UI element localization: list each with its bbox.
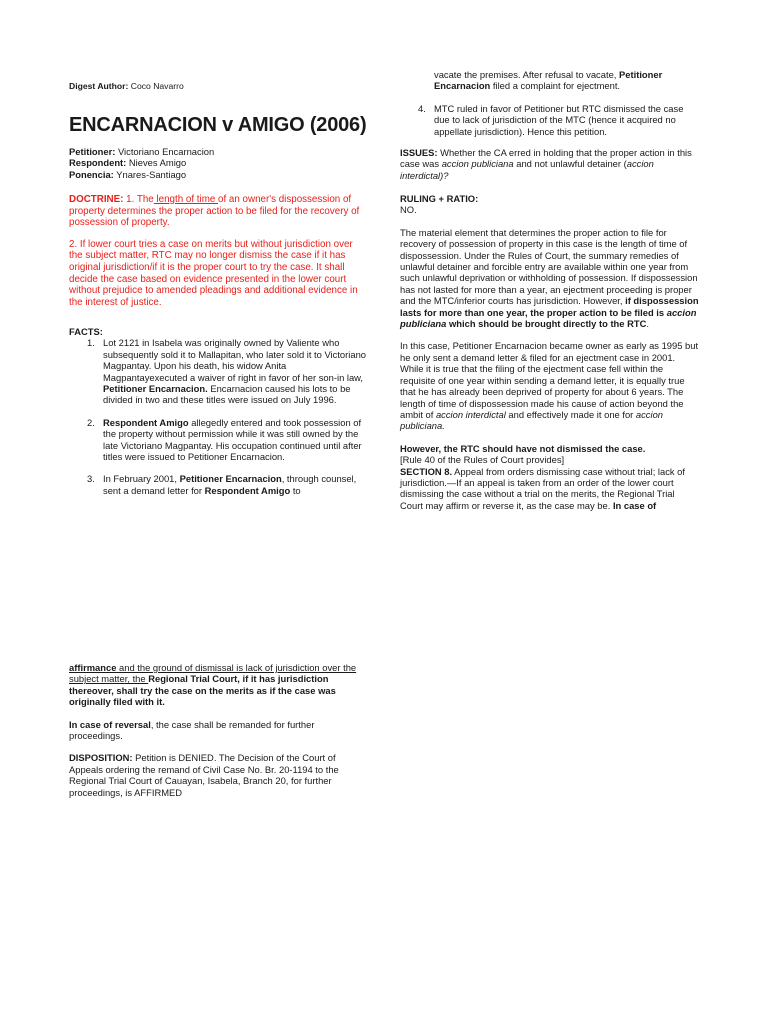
fact-number: 2. [87, 416, 95, 428]
ruling-p2-text: In this case, Petitioner Encarnacion became owner as early as 1995 but he only sent a demand letter & filed for an ejectment case in 2001. While it is true that the filing of the ejectment case fell within the requisite of one year within sending a demand letter, it is equally true that he has already been deprived of property for about 6 years. The length of time of dispossession made his cause of action beyond the ambit of [400, 340, 699, 420]
fact-number: 1. [87, 337, 95, 349]
ruling-p1-bold: if dispossession lasts for more than one year, the proper action to be filed is [400, 295, 699, 318]
ruling-rule-reference: [Rule 40 of the Rules of Court provides] [400, 454, 565, 466]
facts-label: FACTS: [69, 326, 103, 337]
ruling-p1-bold-italic: accion publiciana [400, 306, 697, 330]
doctrine-p1-underlined: length of time [153, 194, 219, 205]
fact-4-text: MTC ruled in favor of Petitioner but RTC dismissed the case due to lack of jurisdiction of the MTC (hence it acquired no appellate jurisdiction). Hence this petition. [434, 102, 684, 137]
fact-item-4 [400, 103, 700, 137]
doctrine-label: DOCTRINE: [69, 194, 124, 205]
respondent-label: Respondent: [69, 157, 127, 169]
ruling-p1-bold-2: which should be brought directly to the RTC [446, 318, 647, 330]
continuation-bold: Regional Trial Court, if it has jurisdiction thereover, shall try the case on the merits as if the case was originally filed with it. [69, 673, 336, 708]
issues-italic-2: accion interdictal)? [400, 158, 654, 181]
ruling-paragraph-3: However, the RTC should have not dismissed the case. [400, 442, 646, 454]
petitioner-label: Petitioner: [69, 146, 116, 157]
ruling-p1-end: . [646, 318, 649, 330]
continuation-reversal: In case of reversal [69, 718, 151, 730]
issues-italic: accion publiciana [441, 158, 514, 170]
disposition-label: DISPOSITION: [69, 752, 133, 764]
continuation-reversal-text: , the case shall be remanded for further proceedings. [69, 718, 315, 742]
issues-text: Whether the CA erred in holding that the proper action in this case was [400, 147, 692, 170]
ruling-section-label: SECTION 8. [400, 465, 453, 477]
ruling-section-bold: In case of [612, 499, 657, 511]
digest-author-name: Coco Navarro [130, 81, 184, 91]
fact-3-text: In February 2001, [103, 473, 180, 485]
continuation-underlined: and the ground of dismissal is lack of jurisdiction over the subject matter, the [69, 662, 357, 685]
fact-3-text-3: to [290, 484, 301, 496]
digest-author-label: Digest Author: [69, 81, 129, 91]
fact-3-continuation [400, 69, 700, 92]
disposition-text: Petition is DENIED. The Decision of the Court of Appeals ordering the remand of Civil Case No. Br. 20-1194 to the Regional Trial Court of Cauayan, Isabela, Branch 20, for further proceedings, is AFFIRMED [69, 752, 339, 798]
fact-3-cont-rest: filed a complaint for ejectment. [490, 80, 621, 92]
disposition-paragraph [69, 752, 359, 798]
ruling-p2-italic: accion interdictal [435, 408, 506, 420]
fact-3-bold: Petitioner Encarnacion [179, 473, 282, 485]
doctrine-block [69, 194, 365, 308]
fact-item-1 [69, 337, 369, 405]
fact-3-cont-bold: Petitioner Encarnacion [434, 69, 663, 92]
ruling-paragraph-1 [400, 227, 700, 330]
issues-block [400, 147, 700, 181]
fact-1-rest: Encarnacion caused his lots to be divided in two and these titles were issued on July 1996. [103, 383, 351, 406]
ruling-block [400, 193, 700, 511]
fact-1-text: Lot 2121 in Isabela was originally owned by Valiente who subsequently sold it to Mallapitan, who later sold it to Victoriano Magpantay. Upon his death, his widow Anita Magpantayexecuted a waiver of right in favor of her son-in law, [103, 337, 366, 383]
fact-1-bold: Petitioner Encarnacion. [103, 383, 208, 395]
ruling-section-text: Appeal from orders dismissing case without trial; lack of jurisdiction.—If an appeal is taken from an order of the lower court dismissing the case without a trial on the merits, the Regional Trial Court may affirm or reverse it, as the case may be. [400, 465, 686, 511]
doctrine-paragraph-2: 2. If lower court tries a case on merits but without jurisdiction over the subject matter, RTC may no longer dismiss the case if it has original jurisdiction/if it is the proper court to try the case. It shall decide the case based on evidence presented in the lower court without prejudice to amended pleadings and additional evidence in the interest of justice. [69, 238, 358, 308]
facts-list [69, 337, 369, 496]
facts-continuation [400, 69, 700, 137]
continuation-paragraph-1 [69, 662, 359, 708]
ruling-paragraph-4 [400, 454, 700, 511]
fact-3-bold-2: Respondent Amigo [204, 484, 291, 496]
facts-block [69, 326, 369, 496]
parties-block [69, 146, 369, 180]
page-title: ENCARNACION v AMIGO (2006) [69, 114, 367, 136]
fact-3-cont-text: vacate the premises. After refusal to vacate, [434, 69, 619, 80]
ruling-label: RULING + RATIO: [400, 193, 479, 204]
respondent-name: Nieves Amigo [128, 157, 187, 169]
fact-item-2 [69, 417, 369, 463]
fact-3-text-2: , through counsel, sent a demand letter for [103, 473, 357, 496]
issues-label: ISSUES: [400, 147, 438, 158]
ruling-continuation [69, 662, 359, 798]
ruling-answer: NO. [400, 204, 417, 216]
petitioner-name: Victoriano Encarnacion [117, 146, 215, 157]
ruling-p2-italic-2: accion publiciana. [400, 408, 664, 432]
ruling-paragraph-2 [400, 340, 700, 431]
fact-number: 3. [87, 473, 95, 485]
digest-author [69, 81, 369, 92]
continuation-affirmance: affirmance [69, 662, 117, 673]
fact-item-3 [69, 473, 369, 496]
fact-number: 4. [418, 102, 426, 114]
doctrine-p1-text: 1. The [123, 194, 154, 205]
doctrine-p1-rest: of an owner's dispossession of property determines the proper action to be filed for the recovery of possession of property. [69, 194, 360, 229]
ponencia-name: Ynares-Santiago [116, 168, 187, 180]
fact-2-bold: Respondent Amigo [103, 416, 189, 428]
ruling-p1-text: The material element that determines the proper action to file for recovery of possession of property in this case is the length of time of dispossession. Under the Rules of Court, the summary remedies of unlawful detainer and forcible entry are available within one year from such unlawful deprivation or withholding of possession. If dispossession has not lasted for more than a year, an ejectment proceeding is proper and the MTC/inferior courts has jurisdiction. However, [400, 226, 698, 307]
ruling-p2-text-2: and effectively made it one for [505, 408, 636, 420]
fact-2-text: allegedly entered and took possession of the property without permission while it was still owned by the late Victoriano Magpantay. His occupation continued until after titles were issued to Petitioner Encarnacion. [103, 416, 362, 463]
doctrine-paragraph-1 [69, 194, 365, 229]
issues-text-2: and not unlawful detainer ( [513, 158, 627, 170]
ponencia-label: Ponencia: [69, 168, 114, 180]
continuation-paragraph-2 [69, 719, 359, 742]
